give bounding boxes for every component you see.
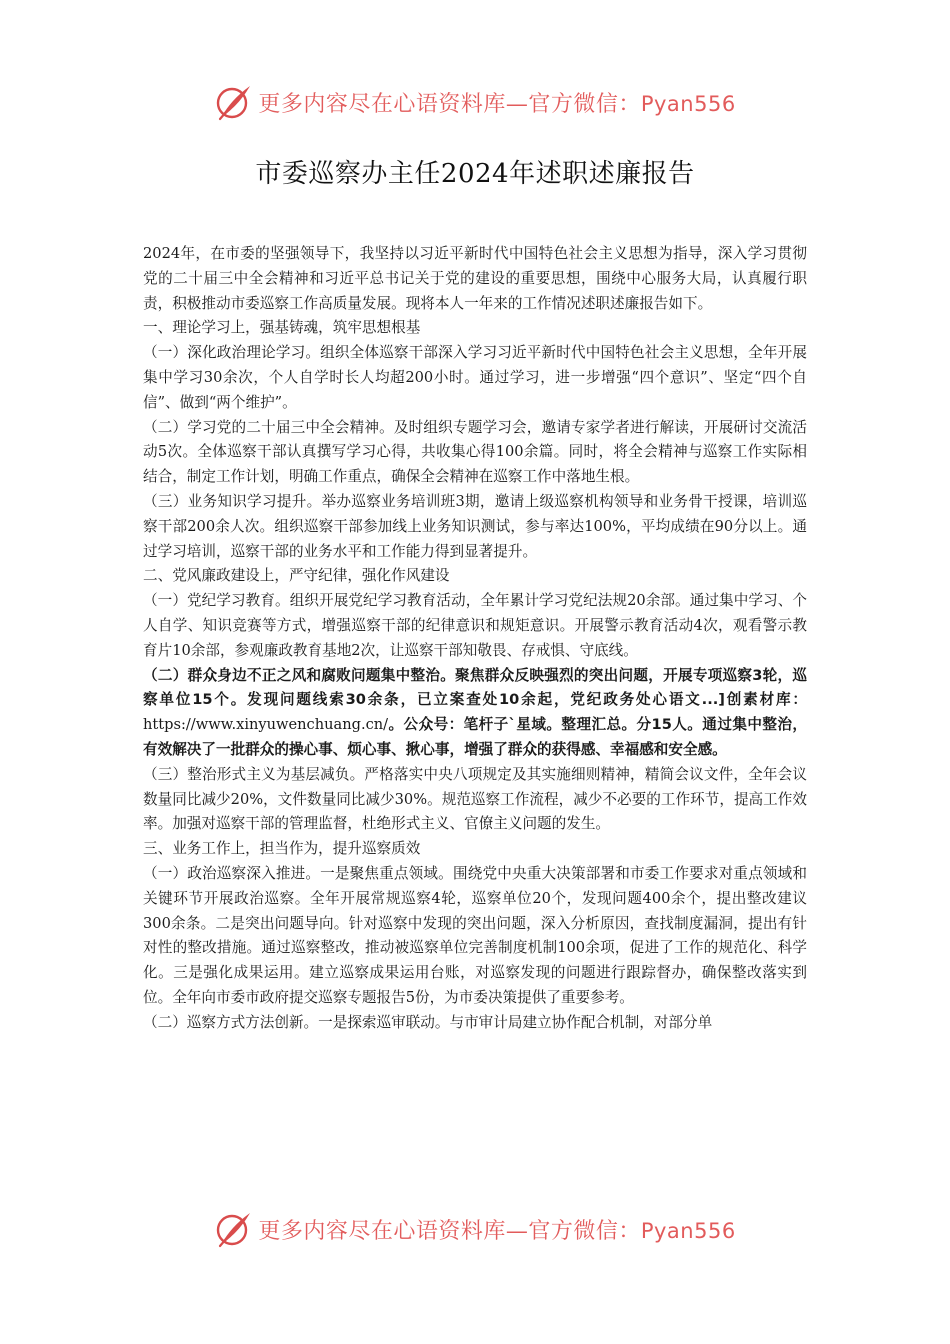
paragraph-3-1: （一）政治巡察深入推进。一是聚焦重点领域。围绕党中央重大决策部署和市委工作要求对重点领域和关键环节开展政治巡察。全年开展常规巡察4轮，巡察单位20个，发现问题400余个，提出整改建议300余条。二是突出问题导向。针对巡察中发现的突出问题，深入分析原因，查找制度漏洞，提出有针对性的整改措施。通过巡察整改，推动被巡察单位完善制度机制100余项，促进了工作的规范化、科学化。三是强化成果运用。建立巡察成果运用台账，对巡察发现的问题进行跟踪督办，确保整改落实到位。全年向市委市政府提交巡察专题报告5份，为市委决策提供了重要参考。 bbox=[143, 864, 807, 1006]
source-url: https://www.xinyuwenchuang.cn/ bbox=[143, 716, 389, 734]
banner-main-text: 更多内容尽在心语资料库—官方微信： bbox=[258, 91, 641, 117]
paragraph-2-2-bold bbox=[143, 664, 807, 763]
bold-text-before: （二）群众身边不正之风和腐败问题集中整治。聚焦群众反映强烈的突出问题，开展专项巡察3轮，巡察单位15个。发现问题线索30余条，已立案查处10余起，党纪政务处心语文...]创素材库： bbox=[143, 666, 807, 709]
paragraph-2-3: （三）整治形式主义为基层减负。严格落实中央八项规定及其实施细则精神，精简会议文件，全年会议数量同比减少20%，文件数量同比减少30%。规范巡察工作流程，减少不必要的工作环节，提高工作效率。加强对巡察干部的管理监督，杜绝形式主义、官僚主义问题的发生。 bbox=[143, 765, 807, 833]
paragraph-2-1: （一）党纪学习教育。组织开展党纪学习教育活动，全年累计学习党纪法规20余部。通过集中学习、个人自学、知识竞赛等方式，增强巡察干部的纪律意识和规矩意识。开展警示教育活动4次，观看警示教育片10余部，参观廉政教育基地2次，让巡察干部知敬畏、存戒惧、守底线。 bbox=[143, 592, 807, 659]
watermark-banner-top bbox=[0, 80, 950, 124]
document-title: 市委巡察办主任2024年述职述廉报告 bbox=[255, 159, 695, 189]
paragraph-3-2: （二）巡察方式方法创新。一是探索巡审联动。与市审计局建立协作配合机制，对部分单 bbox=[143, 1013, 713, 1031]
banner-text bbox=[258, 87, 735, 118]
paragraph-1-2: （二）学习党的二十届三中全会精神。及时组织专题学习会，邀请专家学者进行解读，开展研讨交流活动5次。全体巡察干部认真撰写学习心得，共收集心得100余篇。同时，将全会精神与巡察工作实际相结合，制定工作计划，明确工作重点，确保全会精神在巡察工作中落地生根。 bbox=[143, 418, 807, 486]
banner-wechat-id: Pyan556 bbox=[640, 1218, 736, 1243]
section-heading-3: 三、业务工作上，担当作为，提升巡察质效 bbox=[143, 840, 421, 858]
section-heading-2: 二、党风廉政建设上，严守纪律，强化作风建设 bbox=[143, 567, 450, 585]
intro-paragraph: 2024年，在市委的坚强领导下，我坚持以习近平新时代中国特色社会主义思想为指导，深入学习贯彻党的二十届三中全会精神和习近平总书记关于党的建设的重要思想，围绕中心服务大局，认真履行职责，积极推动市委巡察工作高质量发展。现将本人一年来的工作情况述职述廉报告如下。 bbox=[143, 245, 807, 312]
watermark-banner-bottom bbox=[0, 1207, 950, 1251]
quill-pen-logo-icon bbox=[214, 1209, 254, 1249]
banner-wechat-id: Pyan556 bbox=[640, 91, 736, 116]
paragraph-1-1: （一）深化政治理论学习。组织全体巡察干部深入学习习近平新时代中国特色社会主义思想，全年开展集中学习30余次，个人自学时长人均超200小时。通过学习，进一步增强“四个意识”、坚定“四个自信”、做到“两个维护”。 bbox=[143, 344, 807, 411]
section-heading-1: 一、理论学习上，强基铸魂，筑牢思想根基 bbox=[143, 319, 421, 337]
document-body bbox=[143, 242, 807, 1036]
bold-text-after: 。公众号：笔杆子`星域。整理汇总。分15人。通过集中整治，有效解决了一批群众的操心事、烦心事、揪心事，增强了群众的获得感、幸福感和安全感。 bbox=[143, 716, 807, 758]
quill-pen-logo-icon bbox=[214, 82, 254, 122]
banner-main-text: 更多内容尽在心语资料库—官方微信： bbox=[258, 1218, 641, 1244]
paragraph-1-3: （三）业务知识学习提升。举办巡察业务培训班3期，邀请上级巡察机构领导和业务骨干授课，培训巡察干部200余人次。组织巡察干部参加线上业务知识测试，参与率达100%，平均成绩在90分以上。通过学习培训，巡察干部的业务水平和工作能力得到显著提升。 bbox=[143, 492, 807, 560]
banner-text bbox=[258, 1214, 735, 1245]
